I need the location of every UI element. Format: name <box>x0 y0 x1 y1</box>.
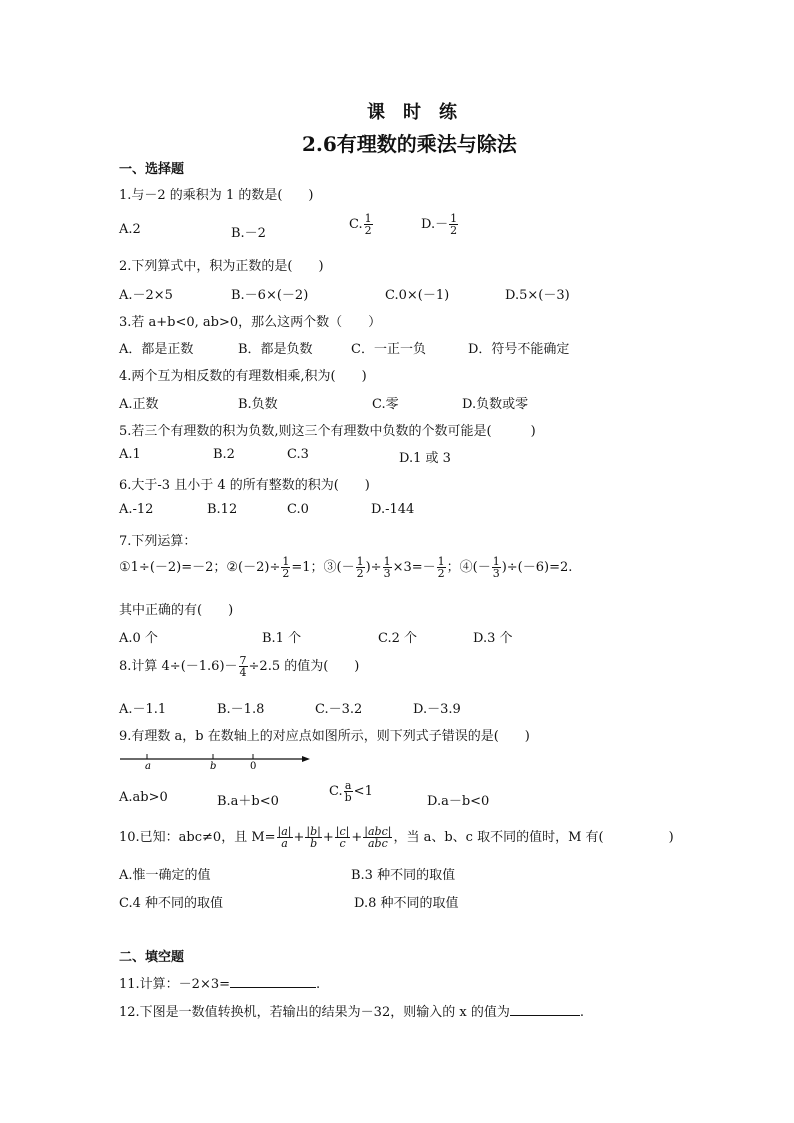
question-8-stem: 8.计算 4÷(－1.6)－ $\frac{7}{4}$ ÷2.5 的值为( ) <box>119 654 360 679</box>
question-1-option-d: D.－ $\frac{1}{2}$ <box>421 212 458 237</box>
question-3-option-d: D．符号不能确定 <box>468 342 570 357</box>
question-12-stem: 12.下图是一数值转换机，若输出的结果为－32，则输入的 x 的值为 . <box>119 1005 584 1020</box>
question-2-option-d: D.5×(－3) <box>505 288 570 303</box>
question-9-option-d: D.a－b<0 <box>427 794 490 809</box>
question-6-option-d: D.-144 <box>371 502 415 517</box>
question-5-option-b: B.2 <box>213 447 235 462</box>
question-2-option-a: A.－2×5 <box>119 288 173 303</box>
answer-blank[interactable] <box>230 975 316 988</box>
question-7-option-a: A.0 个 <box>119 631 158 646</box>
question-1-option-b: B.－2 <box>231 226 266 241</box>
question-1-stem: 1.与－2 的乘积为 1 的数是( ) <box>119 188 314 203</box>
label-a: a <box>145 761 151 772</box>
question-10-option-c: C.4 种不同的取值 <box>119 896 224 911</box>
question-5-option-a: A.1 <box>119 447 141 462</box>
question-10-option-b: B.3 种不同的取值 <box>351 868 456 883</box>
answer-blank[interactable] <box>510 1003 580 1016</box>
worksheet-title: 2.6有理数的乘法与除法 <box>302 132 517 156</box>
question-6-option-c: C.0 <box>287 502 309 517</box>
question-4-stem: 4.两个互为相反数的有理数相乘,积为( ) <box>119 369 367 384</box>
fraction: $\frac{1}{2}$ <box>437 555 445 580</box>
question-9-option-a: A.ab>0 <box>119 790 168 805</box>
question-5-stem: 5.若三个有理数的积为负数,则这三个有理数中负数的个数可能是( ) <box>119 424 536 439</box>
fraction: $\frac{1}{2}$ <box>282 555 290 580</box>
question-10-option-a: A.惟一确定的值 <box>119 868 211 883</box>
fraction: $\frac{\text{|abc|}}{\text{abc}}$ <box>364 825 392 850</box>
fraction: $\frac{1}{3}$ <box>383 555 391 580</box>
label-zero: 0 <box>250 761 257 772</box>
question-10-option-d: D.8 种不同的取值 <box>354 896 459 911</box>
fraction: $\frac{1}{2}$ <box>364 212 372 237</box>
worksheet-subtitle: 课 时 练 <box>367 102 457 123</box>
fraction: $\frac{a}{b}$ <box>344 779 352 804</box>
question-7-note: 其中正确的有( ) <box>119 603 234 618</box>
question-7-expressions: ①1÷(－2)=－2；②(－2)÷ $\frac{1}{2}$ =1；③(－ $\frac{1}{2}$ )÷ $\frac{1}{3}$ ×3=－ $\frac{1}{2}$ ；④(－ $\frac{1}{3}$ )÷(－6)=2. <box>119 555 573 580</box>
question-3-option-b: B．都是负数 <box>238 342 313 357</box>
question-9-stem: 9.有理数 a，b 在数轴上的对应点如图所示，则下列式子错误的是( ) <box>119 729 530 744</box>
question-2-option-b: B.－6×(－2) <box>231 288 309 303</box>
question-7-stem: 7.下列运算： <box>119 534 197 549</box>
question-4-option-b: B.负数 <box>238 397 278 412</box>
number-line-figure <box>118 748 318 772</box>
fraction: $\frac{1}{2}$ <box>450 212 458 237</box>
question-5-option-c: C.3 <box>287 447 309 462</box>
question-8-option-a: A.－1.1 <box>119 702 167 717</box>
question-7-option-d: D.3 个 <box>473 631 513 646</box>
question-8-option-d: D.－3.9 <box>413 702 461 717</box>
question-3-stem: 3.若 a+b<0, ab>0，那么这两个数（ ） <box>119 315 382 330</box>
fraction: $\frac{|b|}{b}$ <box>306 825 321 850</box>
question-6-stem: 6.大于-3 且小于 4 的所有整数的积为( ) <box>119 478 370 493</box>
question-8-option-b: B.－1.8 <box>217 702 265 717</box>
question-2-stem: 2.下列算式中，积为正数的是( ) <box>119 259 324 274</box>
fraction: $\frac{1}{3}$ <box>492 555 500 580</box>
number-line-arrow-icon <box>302 756 310 762</box>
fraction: $\frac{7}{4}$ <box>239 654 247 679</box>
question-8-option-c: C.－3.2 <box>315 702 363 717</box>
question-1-option-c: C. $\frac{1}{2}$ <box>349 212 372 237</box>
question-7-option-c: C.2 个 <box>378 631 418 646</box>
fraction: $\frac{|c|}{c}$ <box>335 825 350 850</box>
question-7-option-b: B.1 个 <box>262 631 302 646</box>
question-3-option-c: C．一正一负 <box>351 342 426 357</box>
question-4-option-d: D.负数或零 <box>462 397 529 412</box>
label-b: b <box>210 761 217 772</box>
section-heading-fill: 二、填空题 <box>119 950 185 965</box>
question-5-option-d: D.1 或 3 <box>399 451 451 466</box>
question-6-option-b: B.12 <box>207 502 238 517</box>
question-11-stem: 11.计算：－2×3= . <box>119 977 321 992</box>
question-3-option-a: A．都是正数 <box>119 342 194 357</box>
question-4-option-a: A.正数 <box>119 397 159 412</box>
question-9-option-b: B.a＋b<0 <box>217 794 279 809</box>
section-heading-choice: 一、选择题 <box>119 162 185 177</box>
question-2-option-c: C.0×(－1) <box>385 288 450 303</box>
question-6-option-a: A.-12 <box>119 502 154 517</box>
question-9-option-c: C. $\frac{a}{b}$ <1 <box>329 779 373 804</box>
question-1-option-a: A.2 <box>119 222 141 237</box>
question-4-option-c: C.零 <box>372 397 399 412</box>
fraction: $\frac{|a|}{a}$ <box>277 825 292 850</box>
question-10-stem: 10.已知：abc≠0，且 M= $\frac{|a|}{a}$ + $\frac{|b|}{b}$ + $\frac{|c|}{c}$ + $\frac{\text{|abc|}}{\text{abc}}$ ，当 a、b、c 取不同的值时，M 有( ) <box>119 825 674 850</box>
fraction: $\frac{1}{2}$ <box>356 555 364 580</box>
